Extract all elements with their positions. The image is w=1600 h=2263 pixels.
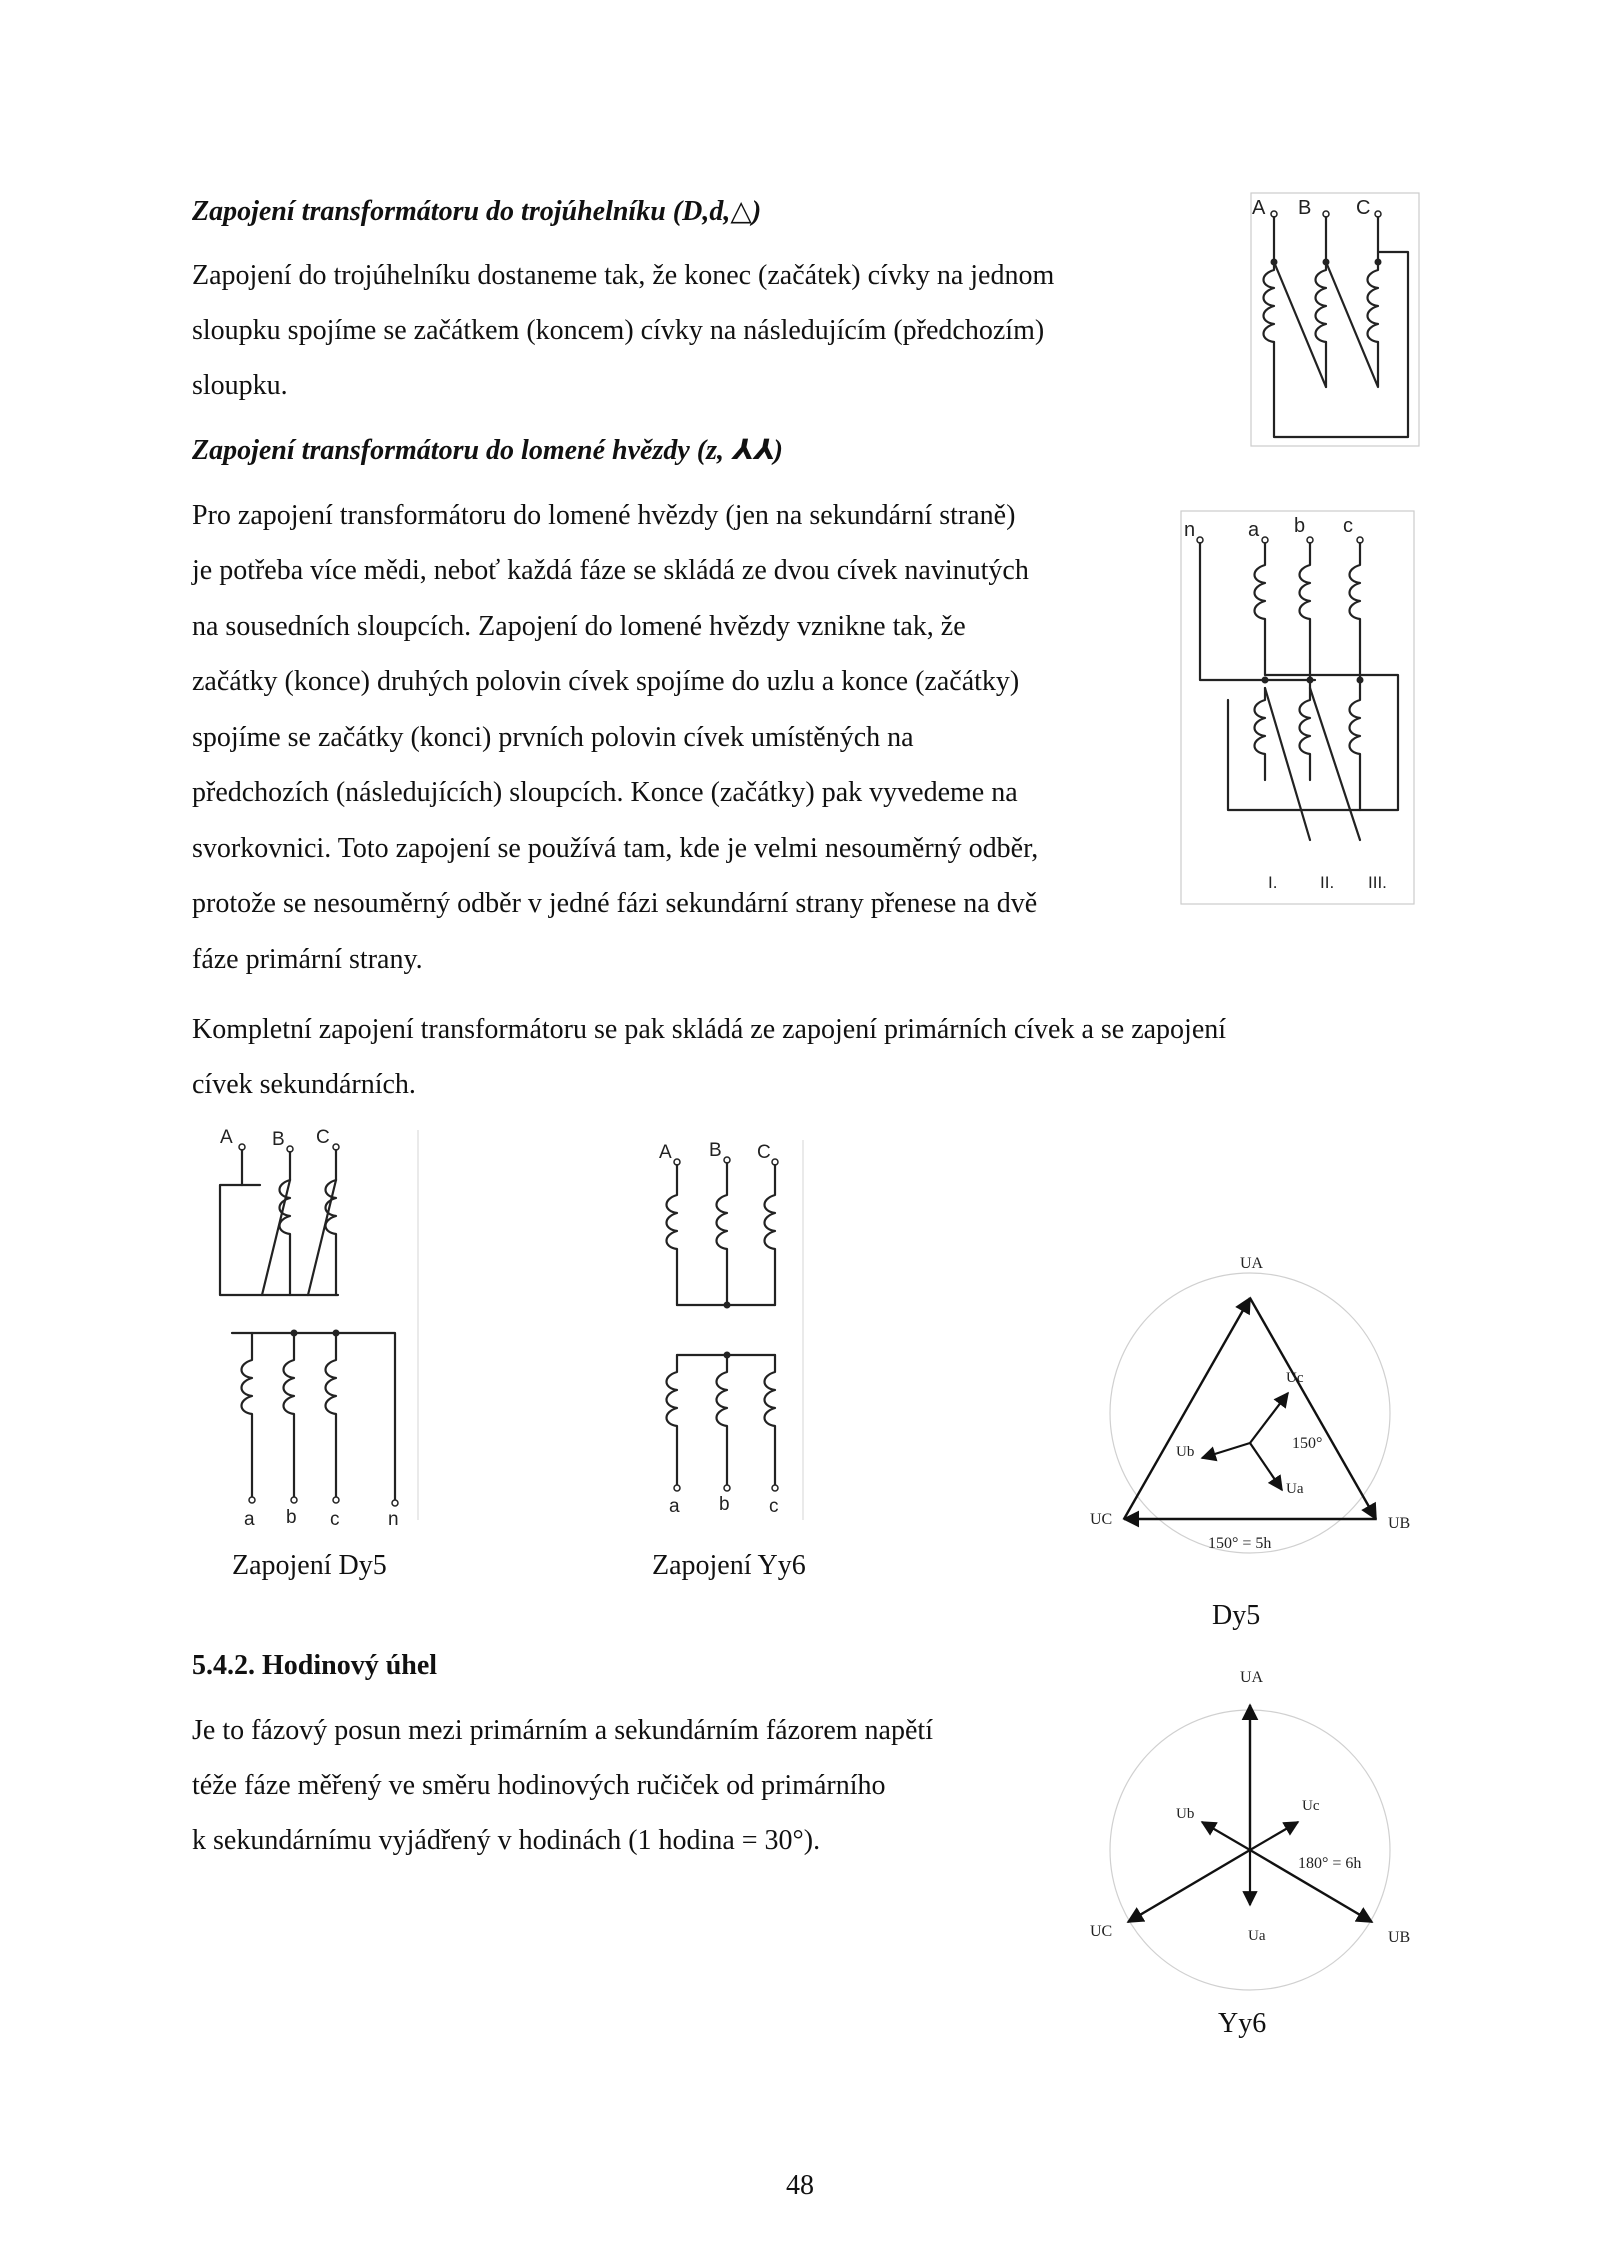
paragraph-line: předchozích (následujících) sloupcích. Konce (začátky) pak vyvedeme na [192,777,1018,808]
column-label: I. [1268,873,1278,892]
terminal-label: a [1248,519,1260,541]
page-number: 48 [786,2170,814,2201]
yy6-wiring-diagram [655,1140,805,1520]
phasor-label: UA [1240,1255,1264,1272]
heading-delta: Zapojení transformátoru do trojúhelníku (D,d,△) [192,196,762,227]
phasor-diagram-yy6 [1090,1660,1410,1970]
paragraph-line: Pro zapojení transformátoru do lomené hvězdy (jen na sekundární straně) [192,500,1016,531]
heading-clock-angle: 5.4.2. Hodinový úhel [192,1650,438,1681]
phasor-label: UC [1090,1511,1113,1528]
phasor-label: UB [1388,1515,1411,1532]
terminal-label: B [709,1140,722,1161]
paragraph-line: fáze primární strany. [192,944,423,975]
terminal-label: a [669,1496,680,1517]
terminal-label: b [719,1494,730,1515]
paragraph-line: začátky (konce) druhých polovin cívek spojíme do uzlu a konce (začátky) [192,666,1020,697]
phasor-diagram-dy5 [1090,1248,1410,1558]
phasor-label: Ub [1176,1444,1195,1460]
paragraph-line: Zapojení do trojúhelníku dostaneme tak, že konec (začátek) cívky na jednom [192,260,1055,291]
terminal-label: c [769,1496,779,1517]
figure-caption-yy6: Zapojení Yy6 [652,1550,806,1581]
phasor-label: UA [1240,1669,1264,1686]
terminal-label: c [1343,515,1353,537]
figure-caption-dy5: Zapojení Dy5 [232,1550,387,1581]
phasor-title-yy6: Yy6 [1218,2008,1267,2039]
terminal-label: A [1252,197,1266,219]
phasor-label: UC [1090,1923,1113,1940]
terminal-label: B [272,1129,285,1150]
paragraph-line: sloupku spojíme se začátkem (koncem) cívky na následujícím (předchozím) [192,315,1045,346]
paragraph-line: na sousedních sloupcích. Zapojení do lomené hvězdy vznikne tak, že [192,611,966,642]
phasor-label: Ub [1176,1806,1195,1822]
paragraph-line: Je to fázový posun mezi primárním a sekundárním fázorem napětí [192,1715,933,1746]
terminal-label: b [1294,515,1306,537]
phasor-label: Ua [1248,1928,1266,1944]
paragraph-line: téže fáze měřený ve směru hodinových ručiček od primárního [192,1770,886,1801]
phasor-title-dy5: Dy5 [1212,1600,1261,1631]
delta-connection-diagram [1250,192,1420,447]
paragraph-line: k sekundárnímu vyjádřený v hodinách (1 hodina = 30°). [192,1825,821,1856]
phasor-label: Uc [1302,1798,1320,1814]
column-label: II. [1320,873,1335,892]
heading-zigzag: Zapojení transformátoru do lomené hvězdy (z, ⅄⅄) [192,435,783,466]
terminal-label: C [757,1142,771,1163]
phasor-label: UB [1388,1929,1411,1946]
terminal-label: A [659,1142,672,1163]
terminal-label: n [1184,519,1196,541]
paragraph-line: spojíme se začátky (konci) prvních polovin cívek umístěných na [192,722,914,753]
dy5-wiring-diagram [190,1125,430,1530]
angle-hours-label: 150° = 5h [1208,1535,1272,1552]
angle-label: 150° [1292,1435,1323,1452]
terminal-label: C [1356,197,1371,219]
terminal-label: c [330,1509,340,1530]
terminal-label: A [220,1127,233,1148]
terminal-label: B [1298,197,1312,219]
phasor-label: Ua [1286,1481,1304,1497]
paragraph-line: sloupku. [192,370,288,401]
terminal-label: b [286,1507,297,1528]
zigzag-connection-diagram [1180,510,1415,905]
paragraph-line: je potřeba více mědi, neboť každá fáze se skládá ze dvou cívek navinutých [192,555,1029,586]
terminal-label: n [388,1509,399,1530]
column-label: III. [1368,873,1387,892]
paragraph-line: Kompletní zapojení transformátoru se pak skládá ze zapojení primárních cívek a se zapojení [192,1014,1227,1045]
phasor-label: Uc [1286,1370,1304,1386]
terminal-label: C [316,1127,330,1148]
angle-hours-label: 180° = 6h [1298,1855,1362,1872]
paragraph-line: svorkovnici. Toto zapojení se používá tam, kde je velmi nesouměrný odběr, [192,833,1039,864]
paragraph-line: cívek sekundárních. [192,1069,416,1100]
terminal-label: a [244,1509,255,1530]
paragraph-line: protože se nesouměrný odběr v jedné fázi sekundární strany přenese na dvě [192,888,1038,919]
